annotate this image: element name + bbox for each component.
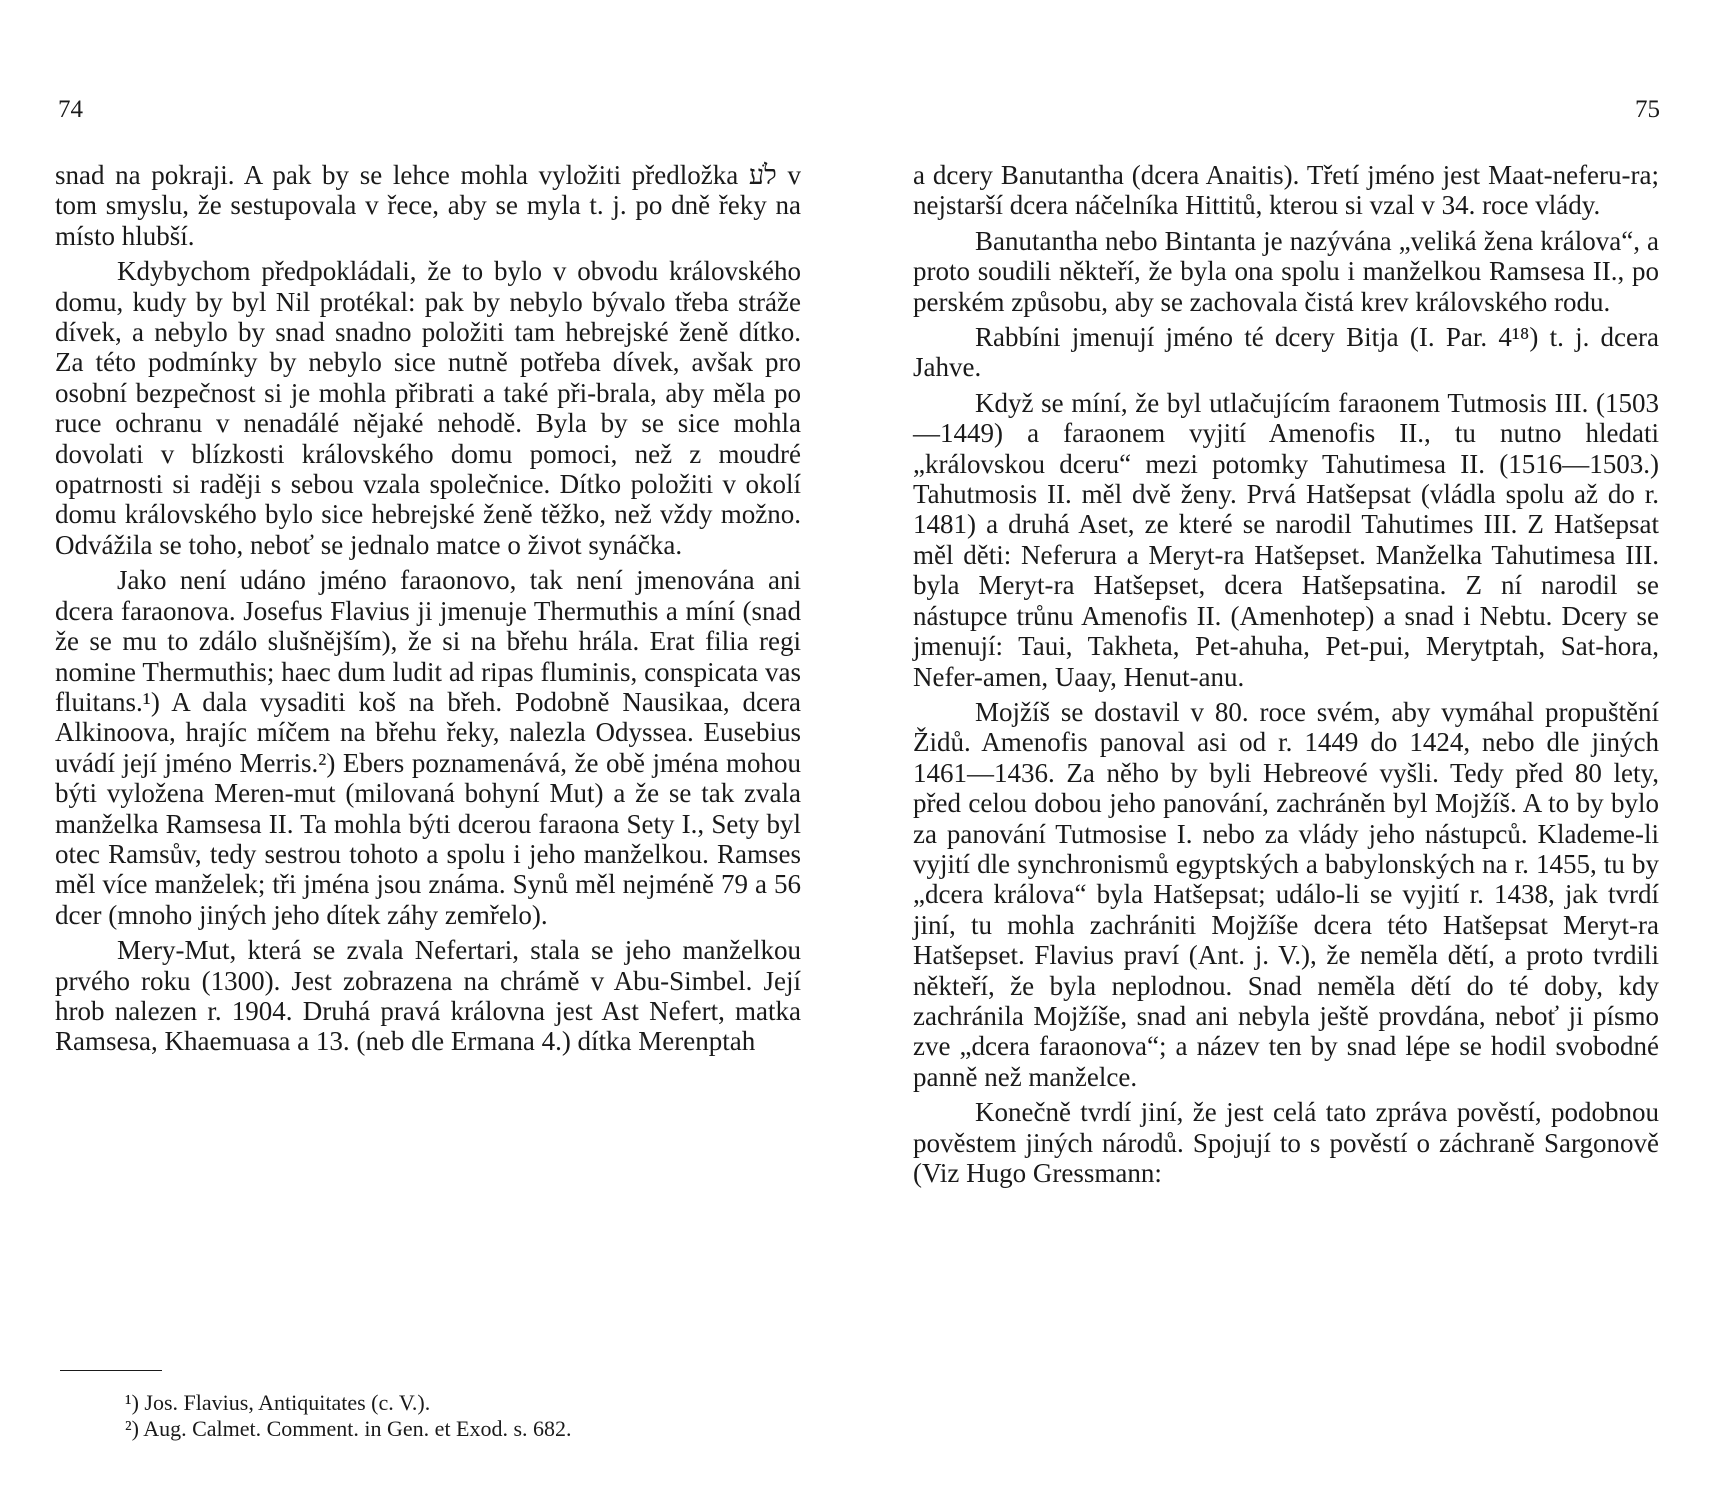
text-column (55, 160, 801, 1062)
paragraph: Rabbíni jmenují jméno té dcery Bitja (I. Par. 4¹⁸) t. j. dcera Jahve. (913, 322, 1659, 383)
paragraph: Kdybychom předpokládali, že to bylo v obvodu královského domu, kudy by byl Nil protékal: pak by nebylo bývalo třeba stráže dívek, a nebylo by snad snadno položiti tam hebrejské ženě dítko. Za této podmínky by nebylo sice nutně potřeba dívek, avšak pro osobní bezpečnost si je mohla přibrati a také při-brala, aby měla po ruce ochranu v nenadálé nějaké nehodě. Byla by se sice mohla dovolati v blízkosti královského domu pomoci, než z moudré opatrnosti si raději s sebou vzala společnice. Dítko položiti v okolí domu královského bylo sice hebrejské ženě těžko, než vždy možno. Odvážila se toho, neboť se jednalo matce o život synáčka. (55, 256, 801, 560)
paragraph: Mery-Mut, která se zvala Nefertari, stala se jeho manželkou prvého roku (1300). Jest zobrazena na chrámě v Abu-Simbel. Její hrob nalezen r. 1904. Druhá pravá královna jest Ast Nefert, matka Ramsesa, Khaemuasa a 13. (neb dle Ermana 4.) dítka Merenptah (55, 935, 801, 1057)
right-page (855, 0, 1710, 1500)
page-number: 75 (1635, 96, 1660, 123)
footnotes (125, 1390, 805, 1442)
paragraph: Banutantha nebo Bintanta je nazývána „veliká žena králova“, a proto soudili někteří, že byla ona spolu i manželkou Ramsesa II., po perském způsobu, aby se zachovala čistá krev královského rodu. (913, 225, 1659, 317)
footnote: ²) Aug. Calmet. Comment. in Gen. et Exod. s. 682. (125, 1416, 572, 1441)
paragraph: snad na pokraji. A pak by se lehce mohla vyložiti předložka לֹע v tom smyslu, že sestupovala v řece, aby se myla t. j. po dně řeky na místo hlubší. (55, 160, 801, 251)
paragraph: a dcery Banutantha (dcera Anaitis). Třetí jméno jest Maat-neferu-ra; nejstarší dcera náčelníka Hittitů, kterou si vzal v 34. roce vlády. (913, 160, 1659, 221)
footnote: ¹) Jos. Flavius, Antiquitates (c. V.). (125, 1390, 431, 1415)
footnote-divider (60, 1370, 162, 1371)
paragraph: Jako není udáno jméno faraonovo, tak není jmenována ani dcera faraonova. Josefus Flavius ji jmenuje Thermuthis a míní (snad že se mu to zdálo slušnějším), že si na břehu hrála. Erat filia regi nomine Thermuthis; haec dum ludit ad ripas fluminis, conspicata vas fluitans.¹) A dala vysaditi koš na břeh. Podobně Nausikaa, dcera Alkinoova, hrajíc míčem na břehu řeky, nalezla Odyssea. Eusebius uvádí její jméno Merris.²) Ebers poznamenává, že obě jména mohou býti vyložena Meren-mut (milovaná bohyní Mut) a že se tak zvala manželka Ramsesa II. Ta mohla býti dcerou faraona Sety I., Sety byl otec Ramsův, tedy sestrou tohoto a spolu i jeho manželkou. Ramses měl více manželek; tři jména jsou známa. Synů měl nejméně 79 a 56 dcer (mnoho jiných jeho dítek záhy zemřelo). (55, 565, 801, 930)
paragraph: Konečně tvrdí jiní, že jest celá tato zpráva pověstí, podobnou pověstem jiných národů. Spojují to s pověstí o záchraně Sargonově (Viz Hugo Gressmann: (913, 1097, 1659, 1188)
paragraph: Když se míní, že byl utlačujícím faraonem Tutmosis III. (1503—1449) a faraonem vyjití Amenofis II., tu nutno hledati „královskou dceru“ mezi potomky Tahutimesa II. (1516—1503.) Tahutmosis II. měl dvě ženy. Prvá Hatšepsat (vládla spolu až do r. 1481) a druhá Aset, ze které se narodil Tahutimes III. Z Hatšepsat měl děti: Neferura a Meryt-ra Hatšepset. Manželka Tahutimesa III. byla Meryt-ra Hatšepset, dcera Hatšepsatina. Z ní narodil se nástupce trůnu Amenofis II. (Amenhotep) a snad i Nebtu. Dcery se jmenují: Taui, Takheta, Pet-ahuha, Pet-pui, Merytptah, Sat-hora, Nefer-amen, Uaay, Henut-anu. (913, 387, 1659, 692)
page-number: 74 (58, 96, 83, 123)
paragraph: Mojžíš se dostavil v 80. roce svém, aby vymáhal propuštění Židů. Amenofis panoval asi od r. 1449 do 1424, nebo dle jiných 1461—1436. Za něho by byli Hebreové vyšli. Tedy před 80 lety, před celou dobou jeho panování, zachráněn byl Mojžíš. A to by bylo za panování Tutmosise I. nebo za vlády jeho nástupců. Klademe-li vyjití dle synchronismů egyptských a babylonských na r. 1455, tu by „dcera králova“ byla Hatšepsat; událo-li se vyjití r. 1438, jak tvrdí jiní, tu mohla zachrániti Mojžíše dcera této Hatšepsat Meryt-ra Hatšepset. Flavius praví (Ant. j. V.), že neměla dětí, a proto tvrdili někteří, že byla neplodnou. Snad neměla dětí do té doby, kdy zachránila Mojžíše, snad ani nebyla ještě provdána, neboť ji písmo zve „dcera faraonova“; a název ten by snad lépe se hodil svobodné panně než manželce. (913, 696, 1659, 1092)
text-column (913, 160, 1659, 1193)
